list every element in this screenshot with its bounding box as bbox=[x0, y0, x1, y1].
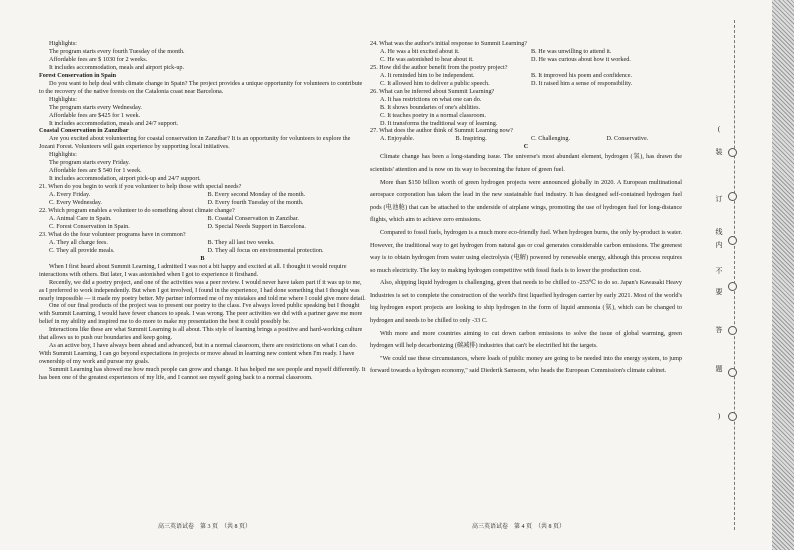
option-b: B. Inspiring. bbox=[455, 135, 487, 143]
highlight-line: It includes accommodation, airport pick-up and 24/7 support. bbox=[49, 175, 201, 183]
page-footer-left: 高三英语试卷 第 3 页 （共 8 页） bbox=[158, 524, 252, 530]
program-heading: Coastal Conservation in Zanzibar bbox=[39, 127, 129, 135]
binding-hole bbox=[728, 192, 737, 201]
hatched-edge bbox=[772, 0, 794, 550]
paragraph: As an active boy, I have always been ahead and advanced, but in a normal classroom, there are restrictions on what I can do. With Summit Learning, I can go beyond expectations in projects or move ahead in learning new content when I'm ready. I have ownership of my work and pursue my goals. bbox=[39, 342, 357, 366]
binding-char: 装 bbox=[715, 148, 723, 156]
binding-char: 答 bbox=[715, 326, 723, 334]
paragraph: Compared to fossil fuels, hydrogen is a much more eco-friendly fuel. When hydrogen burns, the only by-product is water. However, the traditional way to get hydrogen from natural gas or coal generates considerable carbon emissions. The greenest way is to obtain hydrogen from water using electrolysis (电解) powered by renewable energy, although this process requires so much electricity. The key to making hydrogen competitive with fossil fuels is to lower the production cost. bbox=[370, 228, 682, 274]
binding-char: 题 bbox=[715, 365, 723, 373]
paragraph: Recently, we did a poetry project, and one of the activities was a peer review. I would never have taken part if it was up to me, as I preferred to work independently. But when I got involved, I found in the experience, I had done something that I thought was nearly impossible — it made my poetry better. My partner informed me of my mistakes and told me where I could give more detail. bbox=[39, 278, 366, 302]
binding-char: ) bbox=[717, 412, 721, 420]
program-description: Are you excited about volunteering for coastal conservation in Zanzibar? It is an opportunity for volunteers to explore the Jozani Forest. Volunteers will gain experience by supporting local initiatives. bbox=[39, 135, 351, 151]
question-27 bbox=[370, 127, 682, 143]
question-stem: 23. What do the four volunteer programs have in common? bbox=[39, 230, 186, 238]
option-a: A. They all charge fees. bbox=[49, 238, 108, 246]
passage-c bbox=[370, 151, 682, 378]
paragraph: One of our final products of the project was to present our poetry to the class. I've always loved public speaking but I thought with Summit Learning, I would have fewer chances to speak. I was wrong. The peer activities we did with a partner gave me more belief in my ability and inspired me to do more to make my presentation the best it could possibly be. bbox=[39, 302, 363, 326]
option-a: A. It reminded him to be independent. bbox=[380, 71, 475, 79]
binding-char: 订 bbox=[715, 195, 723, 203]
paragraph: Interactions like these are what Summit Learning is all about. This style of learning brings a positive and hard-working culture that allows us to push our boundaries and keep going. bbox=[39, 326, 363, 342]
paragraph: Summit Learning has showed me how much people can grow and change. It has helped me see people and myself differently. It has been one of the greatest experiences of my life, and I cannot see myself going back to a normal classroom. bbox=[39, 366, 366, 382]
paragraph: When I first heard about Summit Learning, I admitted I was not a bit happy and excited at all. I thought it would require interactions with others. But later, I was astonished when I got to experience it firsthand. bbox=[39, 262, 347, 278]
paragraph: "We could use these circumstances, where loads of public money are going to be needed into the energy system, to jump forward towards a hydrogen economy," said Diederik Samsom, who heads the European Commission's climate cabinet. bbox=[370, 354, 682, 375]
paragraph: More than $150 billion worth of green hydrogen projects were announced globally in 2020. A European multinational aerospace corporation has taken the lead in the new sustainable fuel industry. It has designed self-contained hydrogen fuel pods (电池舱) that can be attached to the underside of airplane wings, promoting the use of hydrogen fuel for long-distance flights, which aim to achieve zero emissions. bbox=[370, 178, 682, 224]
option-a: A. Animal Care in Spain. bbox=[49, 214, 112, 222]
highlight-line: It includes accommodation, meals and airport pick-up. bbox=[49, 63, 185, 71]
option-b: B. He was unwilling to attend it. bbox=[531, 47, 612, 55]
binding-hole bbox=[728, 412, 737, 421]
option-b: B. Coastal Conservation in Zanzibar. bbox=[207, 214, 299, 222]
cut-line bbox=[734, 20, 735, 530]
option-d: D. Conservative. bbox=[606, 135, 649, 143]
paragraph: With more and more countries aiming to cut down carbon emissions to solve the issue of global warming, green hydrogen will help decarbonizing (碳减排) industries that can't be electrified hit the targets. bbox=[370, 329, 682, 350]
highlight-line: Affordable fees are $425 for 1 week. bbox=[49, 111, 141, 119]
option-c: C. It teaches poetry in a normal classroom. bbox=[380, 111, 487, 119]
question-26 bbox=[370, 88, 682, 128]
section-b-heading: B bbox=[200, 254, 205, 262]
binding-hole bbox=[728, 148, 737, 157]
question-stem: 25. How did the author benefit from the poetry project? bbox=[370, 63, 508, 71]
binding-char: 线 bbox=[715, 228, 723, 236]
option-d: D. It transforms the traditional way of learning. bbox=[380, 119, 498, 127]
question-stem: 22. Which program enables a volunteer to do something about climate change? bbox=[39, 207, 235, 215]
binding-char: ( bbox=[717, 125, 721, 133]
question-22 bbox=[39, 207, 366, 231]
question-stem: 27. What does the author think of Summit Learning now? bbox=[370, 127, 513, 135]
binding-char: 内 bbox=[715, 241, 723, 249]
highlights-label: Highlights: bbox=[49, 95, 77, 103]
option-d: D. Special Needs Support in Barcelona. bbox=[207, 222, 306, 230]
question-stem: 24. What was the author's initial response to Summit Learning? bbox=[370, 40, 528, 47]
option-a: A. Enjoyable. bbox=[380, 135, 415, 143]
question-stem: 26. What can be inferred about Summit Learning? bbox=[370, 87, 495, 95]
option-c: C. They all provide meals. bbox=[49, 246, 115, 254]
highlights-label: Highlights: bbox=[49, 151, 77, 159]
highlight-line: The program starts every fourth Tuesday of the month. bbox=[49, 47, 185, 55]
option-c: C. Challenging. bbox=[531, 135, 571, 143]
option-a: A. It has restrictions on what one can do. bbox=[380, 95, 482, 103]
option-c: C. Every Wednesday. bbox=[49, 199, 102, 207]
section-c-heading: C bbox=[523, 143, 529, 151]
highlight-line: It includes accommodation, meals and 24/7 support. bbox=[49, 119, 179, 127]
binding-char: 不 bbox=[715, 267, 723, 275]
option-b: B. It shows boundaries of one's abilities. bbox=[380, 103, 481, 111]
highlight-line: Affordable fees are $ 1030 for 2 weeks. bbox=[49, 55, 148, 63]
page-footer-right: 高三英语试卷 第 4 页 （共 8 页） bbox=[472, 524, 566, 530]
binding-hole bbox=[728, 368, 737, 377]
question-21 bbox=[39, 183, 366, 207]
option-c: C. He was astonished to hear about it. bbox=[380, 55, 474, 63]
option-b: B. They all last two weeks. bbox=[207, 238, 275, 246]
binding-hole bbox=[728, 282, 737, 291]
binding-hole bbox=[728, 236, 737, 245]
binding-margin bbox=[684, 0, 794, 550]
option-c: C. Forest Conservation in Spain. bbox=[49, 222, 130, 230]
highlights-label: Highlights: bbox=[49, 40, 77, 47]
paragraph: Climate change has been a long-standing issue. The universe's most abundant element, hydrogen (氢), has drawn the scientists' attention and is now on its way to becoming the future of green fuel. bbox=[370, 153, 682, 173]
option-d: D. Every fourth Tuesday of the month. bbox=[207, 199, 304, 207]
question-stem: 21. When do you begin to work if you volunteer to help those with special needs? bbox=[39, 183, 242, 191]
binding-hole bbox=[728, 326, 737, 335]
option-b: B. Every second Monday of the month. bbox=[207, 191, 306, 199]
program-heading: Forest Conservation in Spain bbox=[39, 71, 117, 79]
option-b: B. It improved his poem and confidence. bbox=[531, 71, 633, 79]
option-d: D. They all focus on environmental protection. bbox=[207, 246, 324, 254]
paragraph: Also, shipping liquid hydrogen is challenging, given that needs to be chilled to -253℃ to do so. Japan's Kawasaki Heavy Industries is set to complete the construction of the world's first liquefied hydrogen carrier by early 2021. Most of the world's big hydrogen export projects are looking to ship hydrogen in the form of liquid ammonia (氨), which can be changed to hydrogen and needs to be chilled to only -33 C. bbox=[370, 279, 682, 325]
highlight-line: The program starts every Wednesday. bbox=[49, 103, 142, 111]
passage-b bbox=[39, 263, 366, 382]
question-23 bbox=[39, 231, 366, 255]
question-24 bbox=[370, 40, 682, 64]
question-25 bbox=[370, 64, 682, 88]
option-a: A. He was a bit excited about it. bbox=[380, 47, 460, 55]
option-a: A. Every Friday. bbox=[49, 191, 91, 199]
option-d: D. He was curious about how it worked. bbox=[531, 55, 631, 63]
binding-char: 要 bbox=[715, 288, 723, 296]
highlight-line: Affordable fees are $ 540 for 1 week. bbox=[49, 167, 142, 175]
left-column bbox=[39, 40, 366, 382]
option-d: D. It raised him a sense of responsibility. bbox=[531, 79, 633, 87]
option-c: C. It allowed him to deliver a public speech. bbox=[380, 79, 490, 87]
program-description: Do you want to help deal with climate change in Spain? The project provides a unique opportunity for volunteers to contribute to the recovery of the native forests on the Catalonia coast near Barcelona. bbox=[39, 79, 363, 95]
highlight-line: The program starts every Friday. bbox=[49, 159, 130, 167]
right-column bbox=[370, 40, 682, 378]
